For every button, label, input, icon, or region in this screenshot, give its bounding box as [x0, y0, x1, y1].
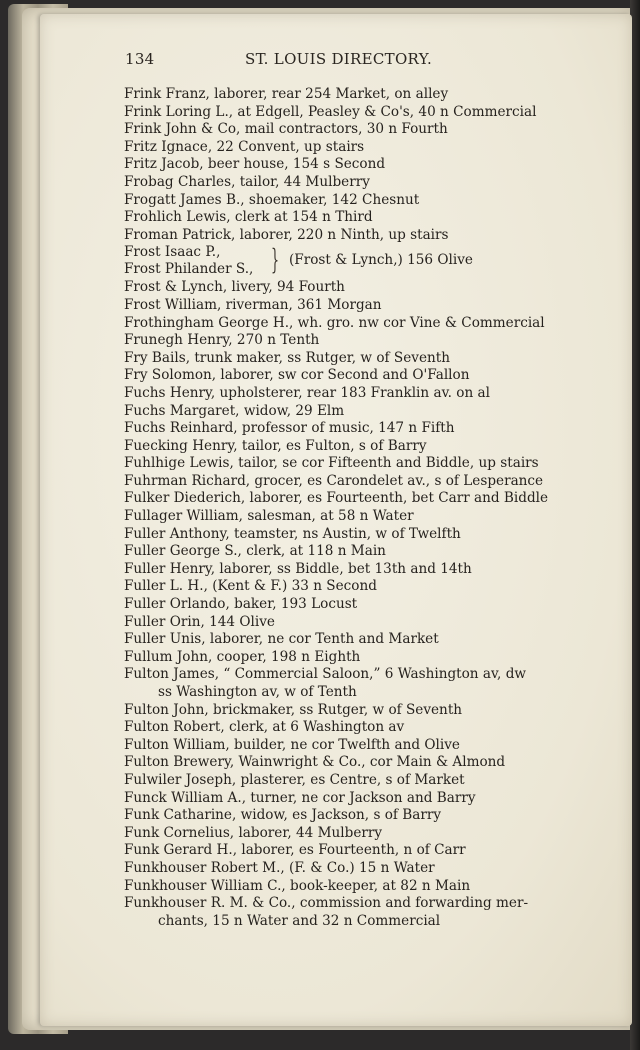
entry-fullager-william: Fullager William, salesman, at 58 n Water: [124, 508, 414, 525]
entry-fuller-george: Fuller George S., clerk, at 118 n Main: [124, 543, 386, 560]
entry-fulton-james: Fulton James, “ Commercial Saloon,” 6 Washington av, dw: [124, 666, 527, 683]
entry-fuchs-henry: Fuchs Henry, upholsterer, rear 183 Franklin av. on al: [124, 384, 490, 401]
entry-frost-partners: [124, 244, 594, 279]
entry-fuller-orin: Fuller Orin, 144 Olive: [124, 613, 275, 630]
entry-fuchs-reinhard: Fuchs Reinhard, professor of music, 147 n Fifth: [124, 420, 455, 437]
entry-fulton-brewery: Fulton Brewery, Wainwright & Co., cor Main & Almond: [124, 754, 506, 771]
entry-frost-william: Frost William, riverman, 361 Morgan: [124, 296, 382, 313]
page-header: [125, 50, 575, 70]
entry-frost-lynch: Frost & Lynch, livery, 94 Fourth: [124, 279, 345, 296]
entry-funk-cornelius: Funk Cornelius, laborer, 44 Mulberry: [124, 824, 383, 841]
entry-fry-bails: Fry Bails, trunk maker, ss Rutger, w of Seventh: [124, 349, 450, 366]
entry-fuhlhige-lewis: Fuhlhige Lewis, tailor, se cor Fifteenth and Biddle, up stairs: [124, 455, 539, 472]
entry-fulton-john: Fulton John, brickmaker, ss Rutger, w of Seventh: [124, 701, 463, 718]
entry-fulker-diederich: Fulker Diederich, laborer, es Fourteenth, bet Carr and Biddle: [124, 490, 549, 507]
entry-frost-philander: Frost Philander S.,: [124, 261, 254, 278]
entry-frothingham-george: Frothingham George H., wh. gro. nw cor Vine & Commercial: [124, 314, 545, 331]
entry-funkhouser-robert: Funkhouser Robert M., (F. & Co.) 15 n Water: [124, 859, 435, 876]
entry-funkhouser-william: Funkhouser William C., book-keeper, at 82 n Main: [124, 877, 471, 894]
entry-fullum-john: Fullum John, cooper, 198 n Eighth: [124, 648, 361, 665]
entry-fulton-william: Fulton William, builder, ne cor Twelfth and Olive: [124, 736, 460, 753]
directory-entries: [124, 86, 594, 930]
entry-fry-solomon: Fry Solomon, laborer, sw cor Second and O'Fallon: [124, 367, 470, 384]
entry-fuller-unis: Fuller Unis, laborer, ne cor Tenth and Market: [124, 631, 439, 648]
entry-frohlich-lewis: Frohlich Lewis, clerk at 154 n Third: [124, 209, 373, 226]
entry-fuhrman-richard: Fuhrman Richard, grocer, es Carondelet av., s of Lesperance: [124, 472, 544, 489]
brace-mark: }: [271, 243, 280, 277]
entry-fuller-anthony: Fuller Anthony, teamster, ns Austin, w of Twelfth: [124, 525, 461, 542]
page-number: 134: [125, 50, 155, 68]
entry-funk-gerard: Funk Gerard H., laborer, es Fourteenth, n of Carr: [124, 842, 466, 859]
entry-funck-william: Funck William A., turner, ne cor Jackson and Barry: [124, 789, 476, 806]
entry-frunegh-henry: Frunegh Henry, 270 n Tenth: [124, 332, 320, 349]
entry-froman-patrick: Froman Patrick, laborer, 220 n Ninth, up stairs: [124, 226, 449, 243]
entry-fritz-ignace: Fritz Ignace, 22 Convent, up stairs: [124, 138, 365, 155]
entry-funkhouser-rm-co: Funkhouser R. M. & Co., commission and forwarding mer-: [124, 895, 529, 912]
entry-fuller-henry: Fuller Henry, laborer, ss Biddle, bet 13th and 14th: [124, 560, 472, 577]
entry-fuchs-margaret: Fuchs Margaret, widow, 29 Elm: [124, 402, 345, 419]
entry-fulwiler-joseph: Fulwiler Joseph, plasterer, es Centre, s of Market: [124, 771, 465, 788]
entry-fuller-orlando: Fuller Orlando, baker, 193 Locust: [124, 596, 358, 613]
entry-frink-franz: Frink Franz, laborer, rear 254 Market, on alley: [124, 86, 449, 102]
entry-frobag-charles: Frobag Charles, tailor, 44 Mulberry: [124, 173, 370, 190]
entry-fulton-james-continued: ss Washington av, w of Tenth: [158, 684, 357, 700]
entry-fritz-jacob: Fritz Jacob, beer house, 154 s Second: [124, 156, 386, 173]
entry-funk-catharine: Funk Catharine, widow, es Jackson, s of Barry: [124, 807, 442, 824]
entry-frost-firm: (Frost & Lynch,) 156 Olive: [289, 252, 473, 269]
entry-fuller-lh: Fuller L. H., (Kent & F.) 33 n Second: [124, 578, 377, 595]
entry-fuecking-henry: Fuecking Henry, tailor, es Fulton, s of Barry: [124, 437, 427, 454]
entry-frink-loring: Frink Loring L., at Edgell, Peasley & Co's, 40 n Commercial: [124, 103, 537, 120]
entry-frogatt-james: Frogatt James B., shoemaker, 142 Chesnut: [124, 191, 420, 208]
entry-fulton-robert: Fulton Robert, clerk, at 6 Washington av: [124, 719, 405, 736]
entry-funkhouser-rm-co-continued: chants, 15 n Water and 32 n Commercial: [158, 912, 441, 929]
entry-frink-john: Frink John & Co, mail contractors, 30 n Fourth: [124, 121, 448, 138]
entry-frost-isaac: Frost Isaac P.,: [124, 244, 221, 261]
running-title: ST. LOUIS DIRECTORY.: [245, 50, 433, 68]
